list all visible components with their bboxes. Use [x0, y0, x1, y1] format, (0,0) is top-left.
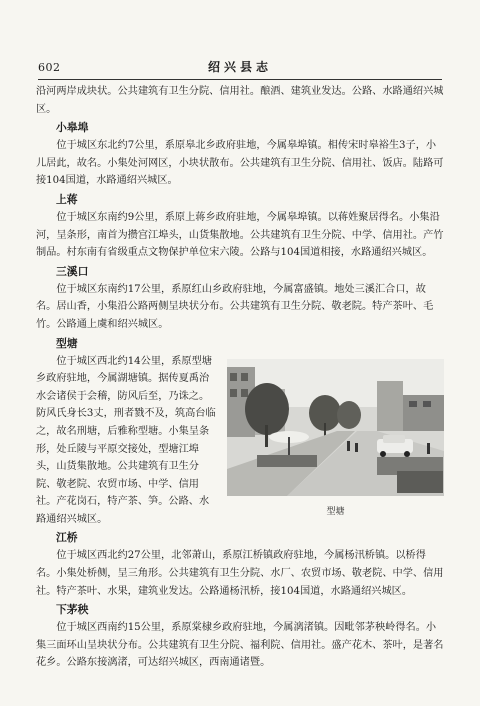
intro-continuation: 沿河两岸成块状。公共建筑有卫生分院、信用社。酿酒、建筑业发达。公路、水路通绍兴城区。: [36, 86, 444, 115]
page-number: 602: [38, 61, 61, 74]
entry-text-sanxikou: 位于城区东南约17公里，系原红山乡政府驻地，今属富盛镇。地处三溪汇合口，故名。居山香，小集沿公路两侧呈块状分布。公共建筑有卫生分院、敬老院。特产茶叶、毛竹。公路通上虞和绍兴城区。: [36, 283, 434, 330]
entry-title-jiangqiao: 江桥: [56, 531, 78, 545]
entry-text-shangjiang: 位于城区东南约9公里，系原上蒋乡政府驻地，今属皋埠镇。以蒋姓聚居得名。小集沿河，呈条形，南首为攒宫江埠头，山货集散地。公共建筑有卫生分院、中学、信用社。产竹制品。村东南有省级重点文物保护单位宋六陵。公路与104国道相接，水路通绍兴城区。: [36, 211, 444, 259]
entry-title-xiaogaobu: 小皋埠: [56, 121, 89, 135]
entry-title-xingtang: 型塘: [56, 336, 78, 350]
entry-text-jiangqiao: 位于城区西北约27公里，北邻萧山，系原江桥镇政府驻地，今属杨汛桥镇。以桥得名。小集处桥侧，呈三角形。公共建筑有卫生分院、水厂、农贸市场、敬老院、中学、信用社。特产茶叶、水果，建筑业发达。公路通杨汛桥，接104国道，水路通绍兴城区。: [36, 550, 444, 597]
entry-title-shangjiang: 上蒋: [56, 192, 78, 206]
entry-title-xiamaoyang: 下茅秧: [56, 603, 89, 617]
page-header: [38, 58, 442, 78]
entry-title-sanxikou: 三溪口: [56, 264, 89, 278]
photo-caption: 型塘: [326, 506, 345, 517]
street-photo: [227, 359, 444, 496]
entry-text-xiaogaobu: 位于城区东北约7公里，系原皋北乡政府驻地，今属皋埠镇。相传宋时皋裕生3子，小儿居此，故名。小集处河网区，小块状散布。公共建筑有卫生分院、信用社、饭店。陆路可接104国道，水路通绍兴城区。: [36, 140, 444, 187]
header-rule: [38, 79, 442, 80]
running-title: 绍兴县志: [207, 60, 272, 74]
entry-text-xingtang: 位于城区西北约14公里，系原型塘乡政府驻地，今属湖塘镇。据传夏禹治水会诸侯于会稽，防风后至，乃诛之。防风氏身长3丈，刑者戮不及，筑高台临之，故名刑塘，后雅称型塘。小集呈条形，处丘陵与平原交接处，型塘江埠头，山货集散地。公共建筑有卫生分院、敬老院、农贸市场、中学、信用社。产花岗石，特产茶、笋。公路、水路通绍兴城区。: [36, 355, 216, 525]
page-body: [36, 83, 444, 672]
street-photo-figure: [227, 359, 444, 519]
entry-text-xiamaoyang: 位于城区西南约15公里，系原棠棣乡政府驻地，今属漓渚镇。因毗邻茅秧岭得名。小集三面环山呈块状分布。公共建筑有卫生分院、福利院、信用社。盛产花木、茶叶，是著名花乡。公路东接漓渚，可达绍兴城区，西南通诸暨。: [36, 622, 444, 669]
